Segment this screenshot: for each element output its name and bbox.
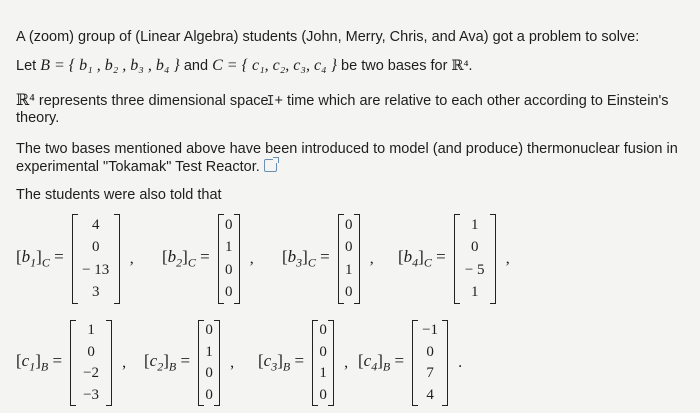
b2-coordinate-equation (162, 214, 254, 304)
matrix-entry: −3 (83, 386, 100, 403)
para1-text-b: + time which are relative to each other according to Einstein's (274, 93, 669, 109)
let-word: Let (16, 58, 37, 74)
para2-line1: The two bases mentioned above have been introduced to model (and produce) thermonuclear fusion in (16, 141, 678, 157)
matrix-entry: 1 (205, 343, 213, 360)
matrix-entry: 0 (205, 322, 213, 339)
b2-label: $[b_2]_C$ = (162, 247, 210, 270)
separator: , (249, 250, 254, 267)
matrix-entry: 0 (319, 322, 327, 339)
para1-text-c: theory. (16, 110, 60, 126)
matrix-entry: 1 (470, 284, 479, 301)
matrix-entry: 0 (205, 365, 213, 382)
c3-column-vector (312, 320, 334, 406)
paragraph-space-time (16, 91, 669, 111)
b1-coordinate-equation (16, 214, 134, 304)
matrix-entry: 0 (470, 239, 479, 256)
and-word: and (183, 58, 209, 74)
bases-definition (16, 56, 472, 76)
separator: , (122, 354, 127, 371)
matrix-entry: 0 (205, 386, 213, 403)
matrix-entry: 0 (344, 216, 353, 233)
c3-coordinate-equation (258, 320, 348, 406)
matrix-entry: − 13 (82, 261, 110, 278)
b3-label: $[b_3]_C$ = (282, 247, 330, 270)
matrix-entry: 0 (224, 284, 233, 301)
c3-label: $[c_3]_B$ = (258, 351, 305, 374)
matrix-entry: 1 (319, 365, 327, 382)
matrix-entry: 1 (87, 322, 95, 339)
matrix-entry: 0 (224, 261, 233, 278)
matrix-entry: 0 (224, 216, 233, 233)
matrix-entry: 1 (224, 239, 233, 256)
c4-column-vector (412, 320, 448, 406)
matrix-entry: − 5 (464, 261, 485, 278)
separator: . (458, 354, 463, 371)
b1-label: $[b_1]_C$ = (16, 247, 64, 270)
students-told: The students were also told that (16, 187, 222, 203)
r4-symbol-2: ℝ⁴ (16, 92, 35, 109)
matrix-entry: 0 (87, 343, 95, 360)
matrix-entry: 0 (426, 343, 434, 360)
r4-symbol: ℝ⁴. (451, 58, 473, 74)
b4-column-vector (454, 214, 496, 304)
text-cursor-icon: I (266, 94, 275, 109)
c1-label: $[c_1]_B$ = (16, 351, 63, 374)
b4-label: $[b_4]_C$ = (398, 247, 446, 270)
c1-column-vector (70, 320, 112, 406)
matrix-entry: 3 (91, 284, 100, 301)
matrix-entry: 0 (319, 386, 327, 403)
separator: , (230, 354, 235, 371)
para2-line2 (16, 158, 277, 177)
b2-column-vector (218, 214, 240, 304)
separator: , (505, 250, 510, 267)
matrix-entry: 1 (344, 261, 353, 278)
para2-line2-text: experimental "Tokamak" Test Reactor. (16, 159, 260, 175)
matrix-entry: −1 (422, 322, 439, 339)
para1-text-a: represents three dimensional space (38, 93, 269, 109)
c1-coordinate-equation (16, 320, 126, 406)
basis-c: C = { c₁, c₂, c₃, c₄ } (212, 57, 338, 74)
intro-line: A (zoom) group of (Linear Algebra) students (John, Merry, Chris, and Ava) got a problem to solve: (16, 29, 640, 45)
matrix-entry: −2 (83, 365, 100, 382)
matrix-entry: 0 (91, 239, 100, 256)
c2-label: $[c_2]_B$ = (144, 351, 191, 374)
separator: , (129, 250, 134, 267)
matrix-entry: 0 (344, 239, 353, 256)
matrix-entry: 0 (344, 284, 353, 301)
matrix-entry: 0 (319, 343, 327, 360)
b1-column-vector (72, 214, 120, 304)
basis-b: B = { b₁ , b₂ , b₃ , b₄ } (40, 57, 180, 74)
c4-label: $[c_4]_B$ = (358, 351, 405, 374)
c4-coordinate-equation (358, 320, 462, 406)
matrix-entry: 4 (91, 216, 100, 233)
be-two-bases: be two bases for (341, 58, 448, 74)
matrix-entry: 1 (470, 216, 479, 233)
separator: , (369, 250, 374, 267)
c2-coordinate-equation (144, 320, 234, 406)
matrix-entry: 4 (426, 386, 434, 403)
external-link-icon[interactable] (264, 159, 277, 172)
c2-column-vector (198, 320, 220, 406)
matrix-entry: 7 (426, 365, 434, 382)
b3-coordinate-equation (282, 214, 374, 304)
b3-column-vector (338, 214, 360, 304)
separator: , (344, 354, 349, 371)
b4-coordinate-equation (398, 214, 510, 304)
